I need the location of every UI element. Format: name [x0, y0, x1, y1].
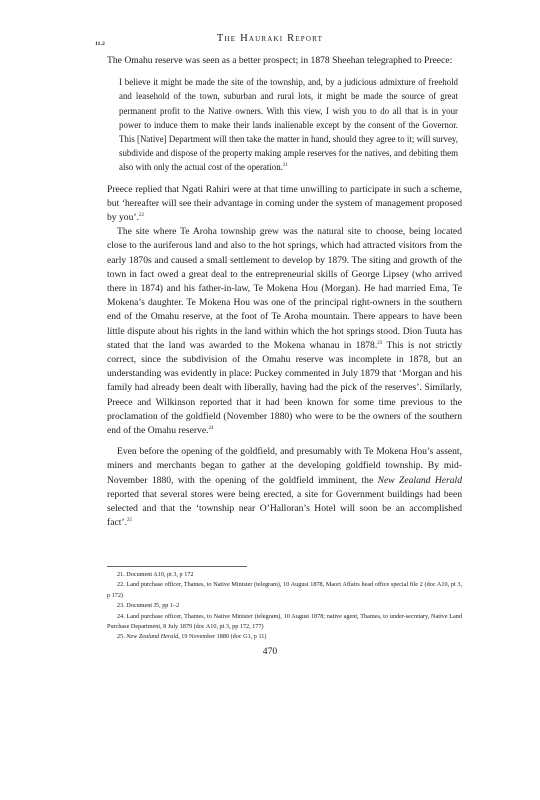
footnote-24: 24. Land purchase officer, Thames, to Native Minister (telegram), 10 August 1878; native agent, Thames, to under-secretary, Native Land Purchase Department, 8 July 1879 (doc A10, pt 3, pp 172, 177)	[107, 612, 462, 631]
footnote-ref-22: 22	[138, 213, 144, 219]
footnote-rule	[107, 566, 247, 567]
footnote-ref-25: 25	[126, 518, 132, 524]
page-number: 470	[262, 646, 278, 657]
paragraph-4	[107, 445, 462, 530]
footnote-25-suffix: , 19 November 1880 (doc G1, p 11)	[178, 633, 267, 641]
footnotes	[107, 566, 462, 643]
paragraph-3	[107, 225, 462, 438]
footnote-25-title: New Zealand Herald	[126, 633, 179, 641]
paragraph-4b-text: reported that several stores were being erected, a site for Government buildings had been selected and that the ‘township near O’Halloran’s Hotel will soon be an accomplished fact’.	[107, 488, 462, 529]
footnote-ref-21: 21	[282, 163, 288, 169]
paragraph-2	[107, 183, 462, 226]
running-head: The Hauraki Report	[216, 33, 324, 44]
footnote-23: 23. Document J5, pp 1–2	[117, 602, 180, 610]
paragraph-3b-text: This is not strictly correct, since the subdivision of the Omahu reserve was incomplete in 1878, but an understanding was evidently in place: Puckey commented in July 1879 that ‘Morgan and his family had already been dealt with liberally, having had the pick of the reserves’. Similarly, Preece and Wilkinson reported that it had been known for some time previous to the proclamation of the goldfield (November 1880) who were to be the owners of the southern end of the Omahu reserve.	[107, 339, 462, 437]
newspaper-title: New Zealand Herald	[377, 474, 462, 486]
paragraph-3a-text: The site where Te Aroha township grew was the natural site to choose, being located close to the auriferous land and also to the hot springs, which had attracted visitors from the early 1870s and caused a small settlement to develop by 1879. The siting and growth of the town in fact owed a great deal to the entrepreneurial skills of George Lipsey (who arrived there in 1874) and his father-in-law, Te Mokena Hou (Morgan). He had married Ema, Te Mokena’s daughter. Te Mokena Hou was one of the principal right-owners in the southern end of the Omahu reserve, at the foot of Te Aroha mountain. There appears to have been little dispute about his rights in the land within which the hot springs stood. Dion Tuuta has stated that the land was awarded to the Mokena whanau in 1878.	[107, 226, 462, 351]
footnote-25-prefix: 25.	[117, 633, 127, 641]
footnote-21: 21. Document A10, pt 3, p 172	[117, 571, 194, 578]
quote-text: I believe it might be made the site of the township, and, by a judicious admixture of freehold and leasehold of the town, suburban and rural lots, it might be made the source of great permanent profit to the Native owners. With this view, I wish you to do all that is in your power to induce them to make their lands inalienable except by the consent of the Governor. This [Native] Department will then take the matter in hand, should they agree to it; will survey, subdivide and dispose of the property making ample reserves for the natives, and debiting them also with only the actual cost of the operation.	[119, 77, 458, 173]
footnote-22: 22. Land purchase officer, Thames, to Native Minister (telegram), 10 August 1878, Maori Affairs head office special file 2 (doc A10, pt 3, p 172)	[107, 581, 462, 599]
block-quote	[119, 75, 458, 174]
body-text	[107, 54, 462, 531]
footnote-ref-23: 23	[377, 340, 383, 346]
section-number: 11.2	[95, 41, 106, 47]
paragraph-4a-text: Even before the opening of the goldfield, and presumably with Te Mokena Hou’s assent, miners and merchants began to gather at the developing goldfield township. By mid-November 1880, with the opening of the goldfield imminent, the	[107, 446, 462, 486]
paragraph-1: The Omahu reserve was seen as a better prospect; in 1878 Sheehan telegraphed to Preece:	[107, 55, 453, 66]
footnote-25	[107, 632, 462, 642]
paragraph-2-text: Preece replied that Ngati Rahiri were at that time unwilling to participate in such a scheme, but ‘hereafter will see their advantage in coming under the system of management proposed by you’.	[107, 183, 462, 224]
footnote-ref-24: 24	[208, 426, 214, 432]
